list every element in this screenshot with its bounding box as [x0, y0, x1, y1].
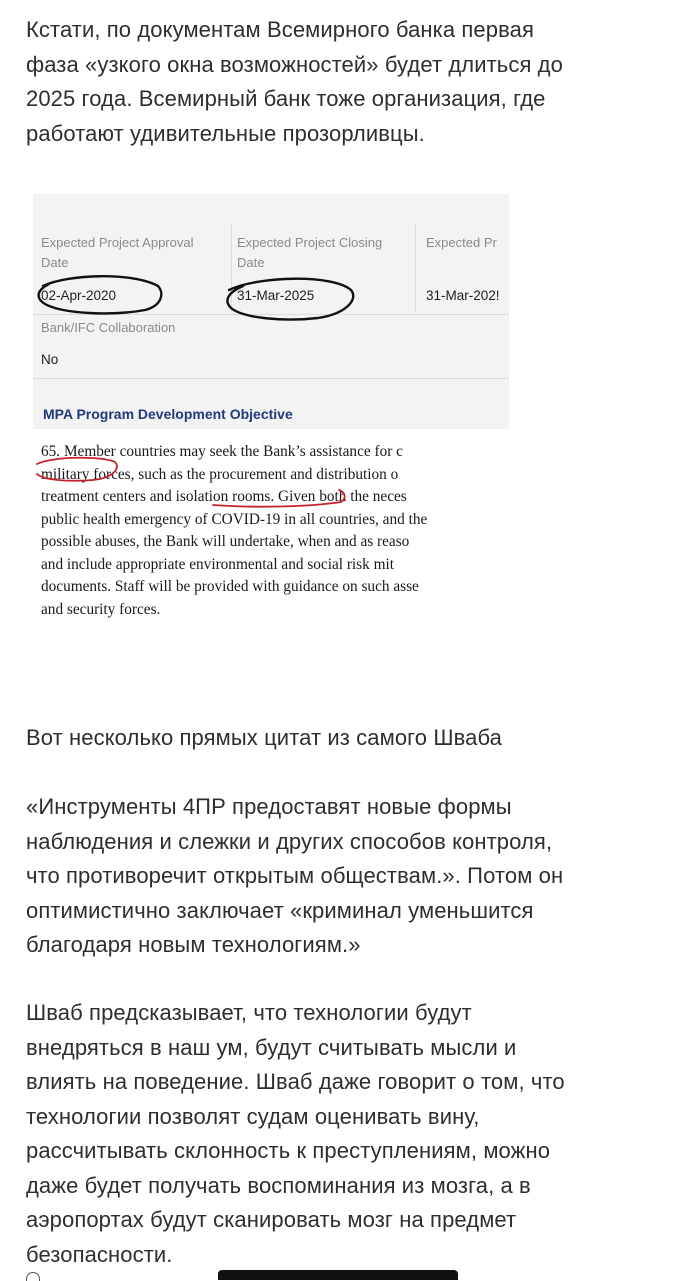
quote-line: наблюдения и слежки и других способов контроля, [26, 828, 553, 854]
closing-date-header: Expected Project Closing Date [237, 235, 383, 270]
section-title: MPA Program Development Objective [43, 406, 293, 422]
third-date-value: 31-Mar-202! [426, 288, 500, 303]
body-line: and include appropriate environmental and social risk mit [41, 555, 394, 573]
body-line: documents. Staff will be provided with guidance on such asse [41, 578, 419, 595]
project-dates-table [33, 194, 509, 429]
quote-paragraph [26, 790, 656, 963]
body-line: possible abuses, the Bank will undertake, when and as reaso [41, 533, 410, 550]
column-divider [231, 224, 232, 312]
outro-line: безопасности. [26, 1241, 173, 1267]
approval-date-value: 02-Apr-2020 [41, 288, 117, 303]
body-line: 65. Member countries may seek the Bank’s assistance for c [41, 443, 403, 460]
collaboration-value: No [41, 352, 59, 367]
document-body [41, 441, 509, 621]
intro-paragraph [26, 13, 656, 151]
intro-line: работают удивительные прозорливцы. [26, 120, 425, 146]
closing-date-value: 31-Mar-2025 [237, 288, 315, 303]
body-line: military forces, such as the procurement and distribution o [41, 465, 399, 483]
outro-paragraph [26, 996, 656, 1272]
third-date-header: Expected Pr [426, 235, 497, 250]
intro-line: Кстати, по документам Всемирного банка первая [26, 17, 534, 42]
body-line: public health emergency of COVID-19 in all countries, and the [41, 510, 428, 528]
collaboration-label: Bank/IFC Collaboration [41, 320, 176, 335]
quote-line: что противоречит открытым обществам.». Потом он [26, 863, 564, 888]
column-divider [415, 224, 416, 312]
intro-line: 2025 года. Всемирный банк тоже организация, где [26, 86, 546, 111]
body-line: treatment centers and isolation rooms. Given both the neces [41, 488, 407, 505]
outro-line: аэропортах будут сканировать мозг на предмет [26, 1207, 517, 1232]
quote-heading: Вот несколько прямых цитат из самого Шваба [26, 725, 503, 750]
outro-line: Шваб предсказывает, что технологии будут [26, 1000, 472, 1025]
body-line: and security forces. [41, 600, 161, 618]
intro-line: фаза «узкого окна возможностей» будет длиться до [26, 51, 563, 77]
outro-line: даже будет получать воспоминания из мозга, а в [26, 1172, 531, 1198]
quote-line: оптимистично заключает «криминал уменьшится [26, 897, 534, 923]
approval-date-header: Expected Project Approval Date [41, 235, 194, 270]
outro-line: рассчитывать склонность к преступлениям, можно [26, 1138, 551, 1163]
document-image [33, 194, 509, 624]
outro-line: влиять на поведение. Шваб даже говорит о том, что [26, 1069, 565, 1094]
outro-line: технологии позволят судам оценивать вину, [26, 1103, 480, 1129]
row-divider [33, 378, 509, 379]
quote-line: «Инструменты 4ПР предоставят новые формы [26, 794, 512, 819]
row-divider [33, 314, 509, 315]
cutoff-bottom-bar [218, 1270, 458, 1280]
outro-line: внедряться в наш ум, будут считывать мысли и [26, 1034, 517, 1060]
quote-line: благодаря новым технологиям.» [26, 932, 361, 957]
